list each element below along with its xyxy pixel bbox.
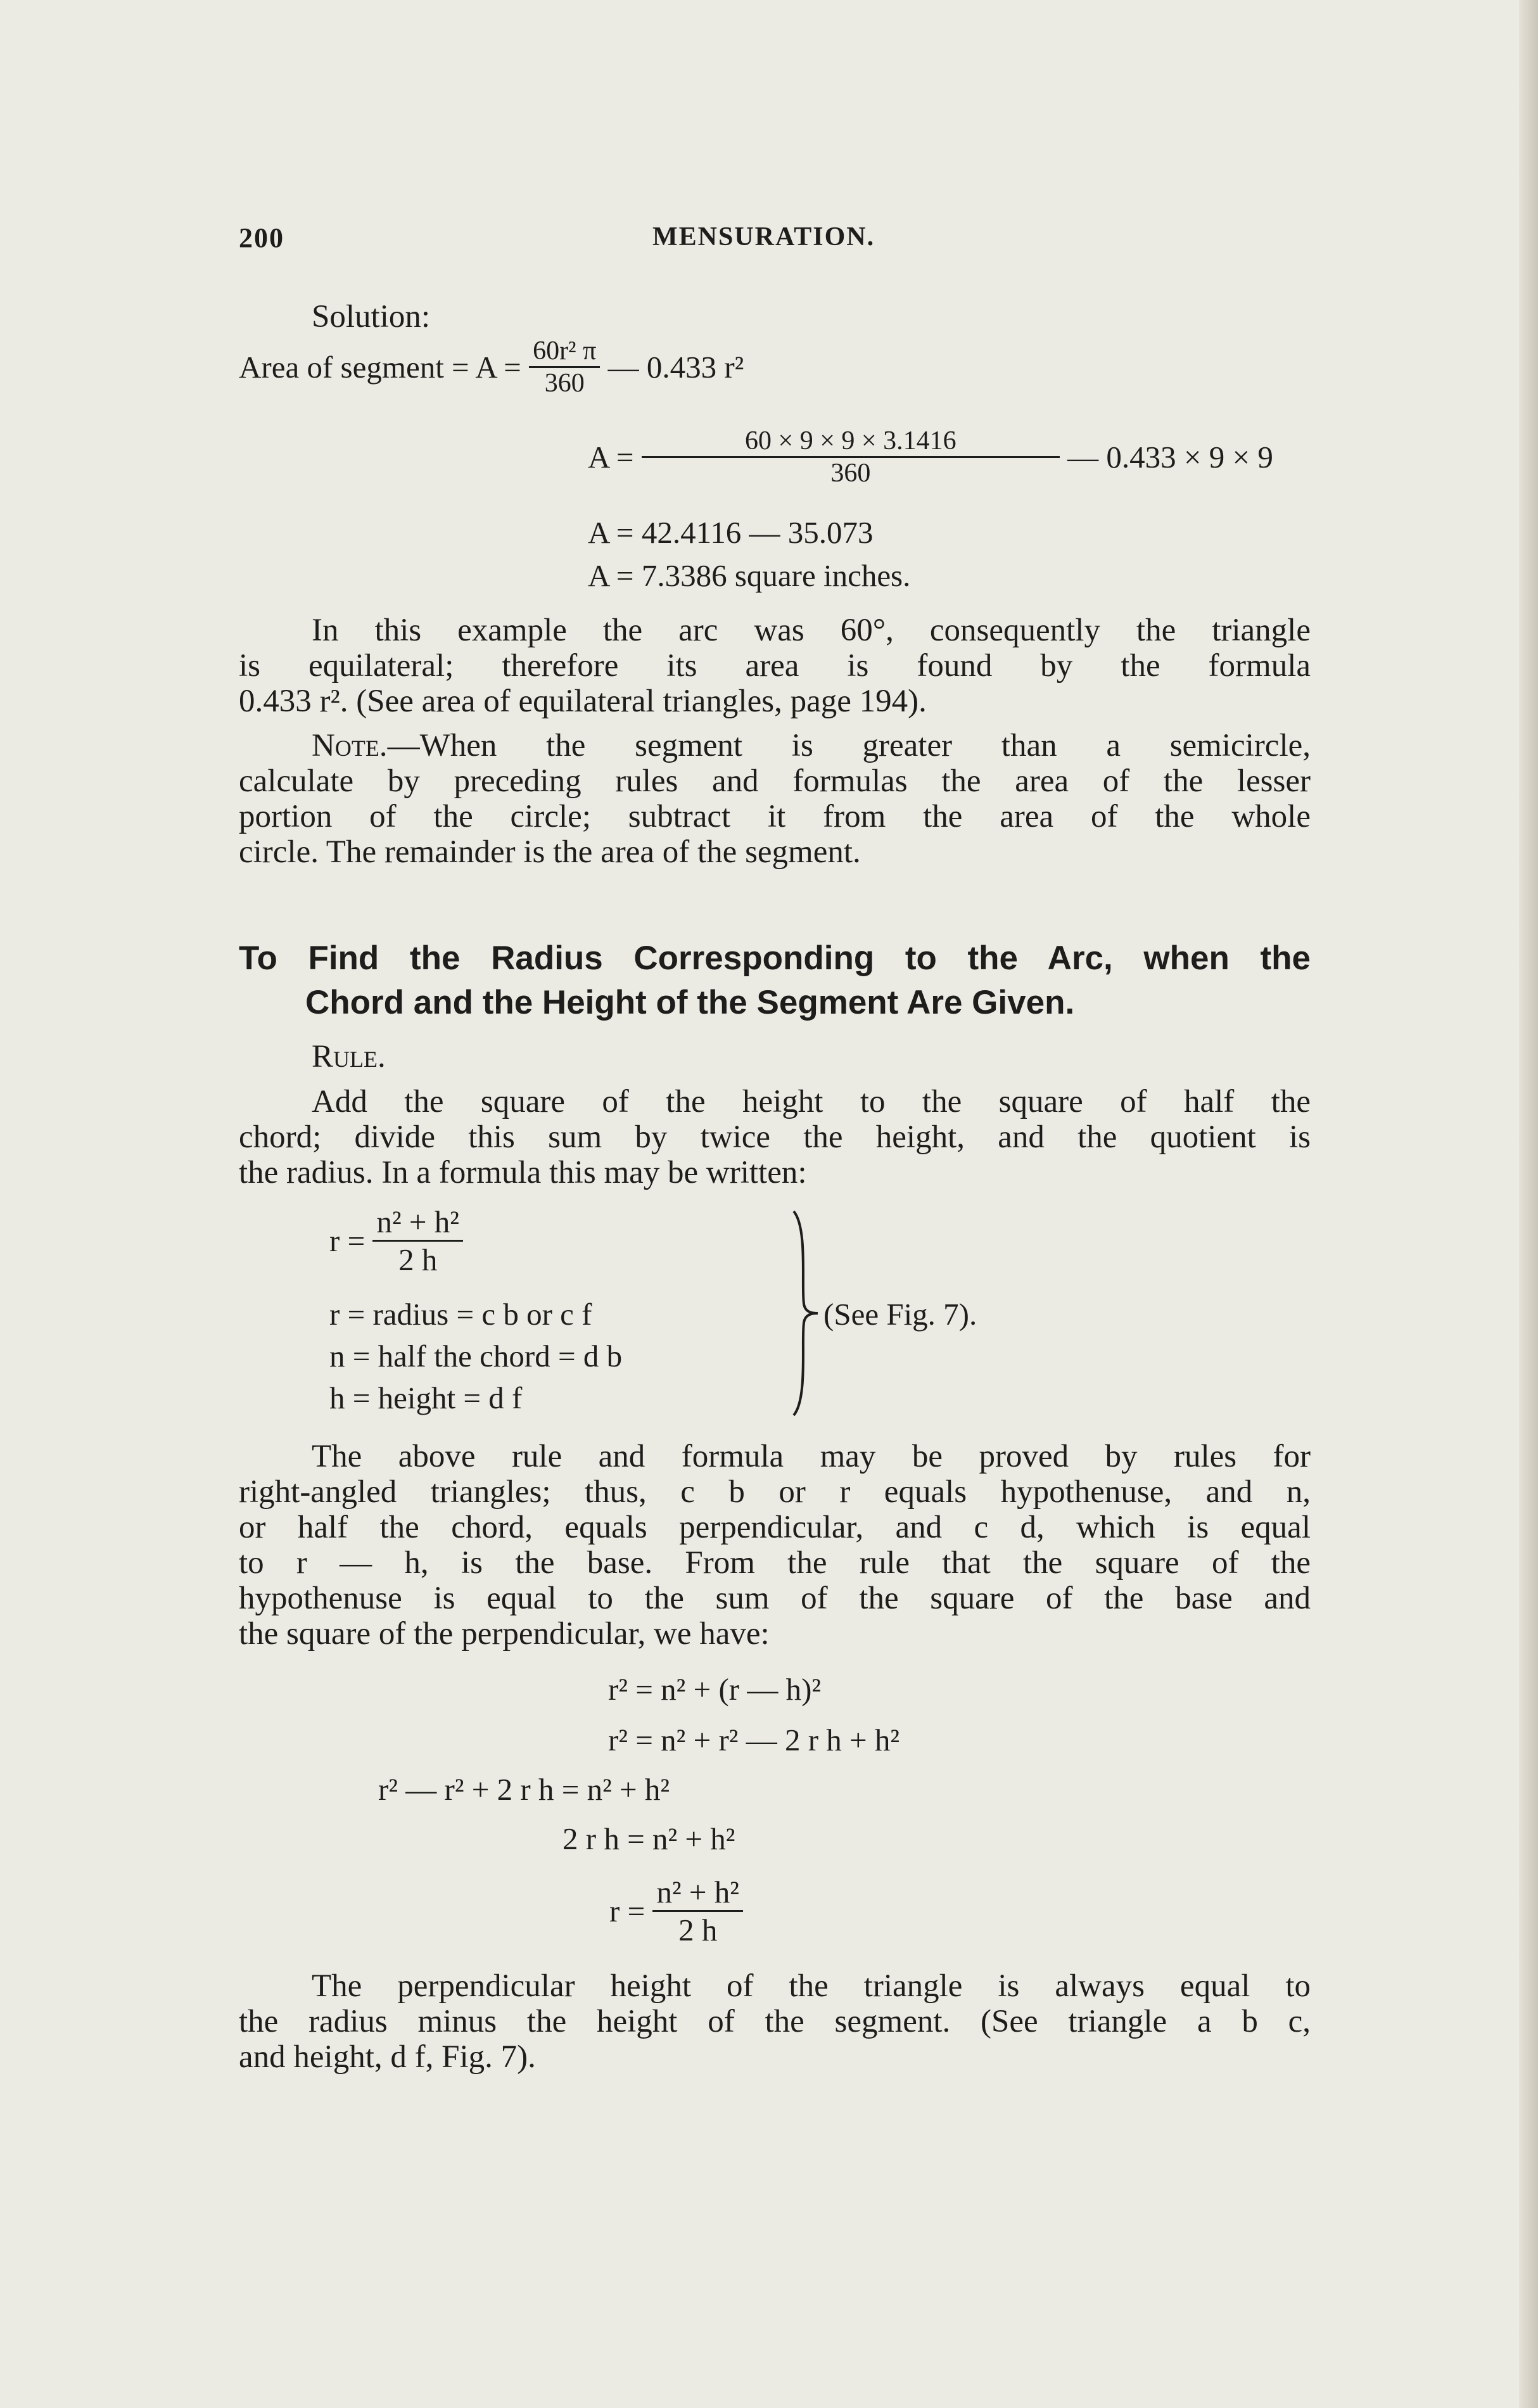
radius-formula-denominator: 2 h: [372, 1240, 463, 1278]
closing-line: and height, d f, Fig. 7).: [239, 2039, 536, 2075]
definition-radius: r = radius = c b or c f: [329, 1297, 592, 1332]
page-number: 200: [239, 222, 284, 253]
radius-formula: [329, 1204, 463, 1278]
radius-formula-fraction: [372, 1204, 463, 1278]
proof-line: to r — h, is the base. From the rule that the square of the: [239, 1545, 1311, 1581]
proof-line: hypothenuse is equal to the sum of the square of the base and: [239, 1581, 1311, 1616]
note-line: circle. The remainder is the area of the segment.: [239, 834, 861, 870]
radius-formula-left: r =: [329, 1223, 365, 1258]
derivation-step-2: r² = n² + r² — 2 r h + h²: [608, 1723, 900, 1757]
rule-line: chord; divide this sum by twice the height, and the quotient is: [239, 1119, 1311, 1155]
equation-difference: A = 42.4116 — 35.073: [588, 515, 874, 550]
eq2-denominator: 360: [642, 456, 1060, 488]
definition-height: h = height = d f: [329, 1380, 523, 1415]
equation-area-of-segment: [239, 336, 744, 398]
eq1-numerator: 60r² π: [533, 336, 597, 366]
page-edge: [1519, 0, 1538, 2408]
note-line: portion of the circle; subtract it from the area of the whole: [239, 799, 1311, 834]
section-heading-line1: To Find the Radius Corresponding to the Arc, when the: [239, 940, 1311, 977]
eq1-left: Area of segment = A =: [239, 350, 521, 385]
closing-line: the radius minus the height of the segment. (See triangle a b c,: [239, 2004, 1311, 2039]
derivation-step-3: r² — r² + 2 r h = n² + h²: [378, 1772, 670, 1807]
solution-label: Solution:: [312, 299, 431, 334]
proof-line: or half the chord, equals perpendicular, and c d, which is equal: [239, 1510, 1311, 1545]
eq1-denominator: 360: [529, 366, 600, 398]
radius-formula-numerator: n² + h²: [376, 1204, 459, 1239]
rule-line: Add the square of the height to the square of half the: [312, 1084, 1311, 1119]
eq1-tail: — 0.433 r²: [607, 350, 744, 385]
eq2-numerator: 60 × 9 × 9 × 3.1416: [745, 426, 956, 455]
eq2-fraction: [642, 426, 1060, 488]
derivation-step-5-fraction: [652, 1874, 743, 1948]
derivation-step-1: r² = n² + (r — h)²: [608, 1672, 822, 1707]
derivation-step-5-numerator: n² + h²: [656, 1875, 739, 1909]
derivation-step-5: [609, 1874, 743, 1948]
note-line: calculate by preceding rules and formulas the area of the lesser: [239, 763, 1311, 799]
equation-result: A = 7.3386 square inches.: [588, 558, 911, 593]
derivation-step-4: 2 r h = n² + h²: [562, 1821, 735, 1856]
rule-line: the radius. In a formula this may be written:: [239, 1155, 807, 1190]
para1-line: In this example the arc was 60°, consequently the triangle: [312, 613, 1311, 648]
eq2-left: A =: [588, 440, 634, 475]
note-label: Note.: [312, 728, 388, 763]
proof-line: right-angled triangles; thus, c b or r equals hypothenuse, and n,: [239, 1474, 1311, 1510]
rule-label: Rule.: [312, 1039, 386, 1074]
derivation-step-5-left: r =: [609, 1894, 645, 1928]
right-brace: [789, 1209, 827, 1418]
para1-line: is equilateral; therefore its area is found by the formula: [239, 648, 1311, 684]
eq2-tail: — 0.433 × 9 × 9: [1067, 440, 1273, 475]
section-heading-line2: Chord and the Height of the Segment Are Given.: [305, 984, 1075, 1021]
note-line1-text: —When the segment is greater than a semicircle,: [387, 728, 1311, 763]
derivation-step-5-denominator: 2 h: [652, 1910, 743, 1948]
eq1-fraction: [529, 336, 600, 398]
definition-half-chord: n = half the chord = d b: [329, 1339, 623, 1373]
proof-line: the square of the perpendicular, we have:: [239, 1616, 770, 1652]
proof-line: The above rule and formula may be proved by rules for: [312, 1439, 1311, 1474]
closing-line: The perpendicular height of the triangle is always equal to: [312, 1968, 1311, 2004]
note-line: [312, 727, 1311, 764]
running-title: MENSURATION.: [652, 222, 875, 252]
para1-line: 0.433 r². (See area of equilateral triangles, page 194).: [239, 684, 927, 719]
see-fig-7: (See Fig. 7).: [823, 1297, 977, 1332]
equation-substitution: [588, 426, 1273, 488]
